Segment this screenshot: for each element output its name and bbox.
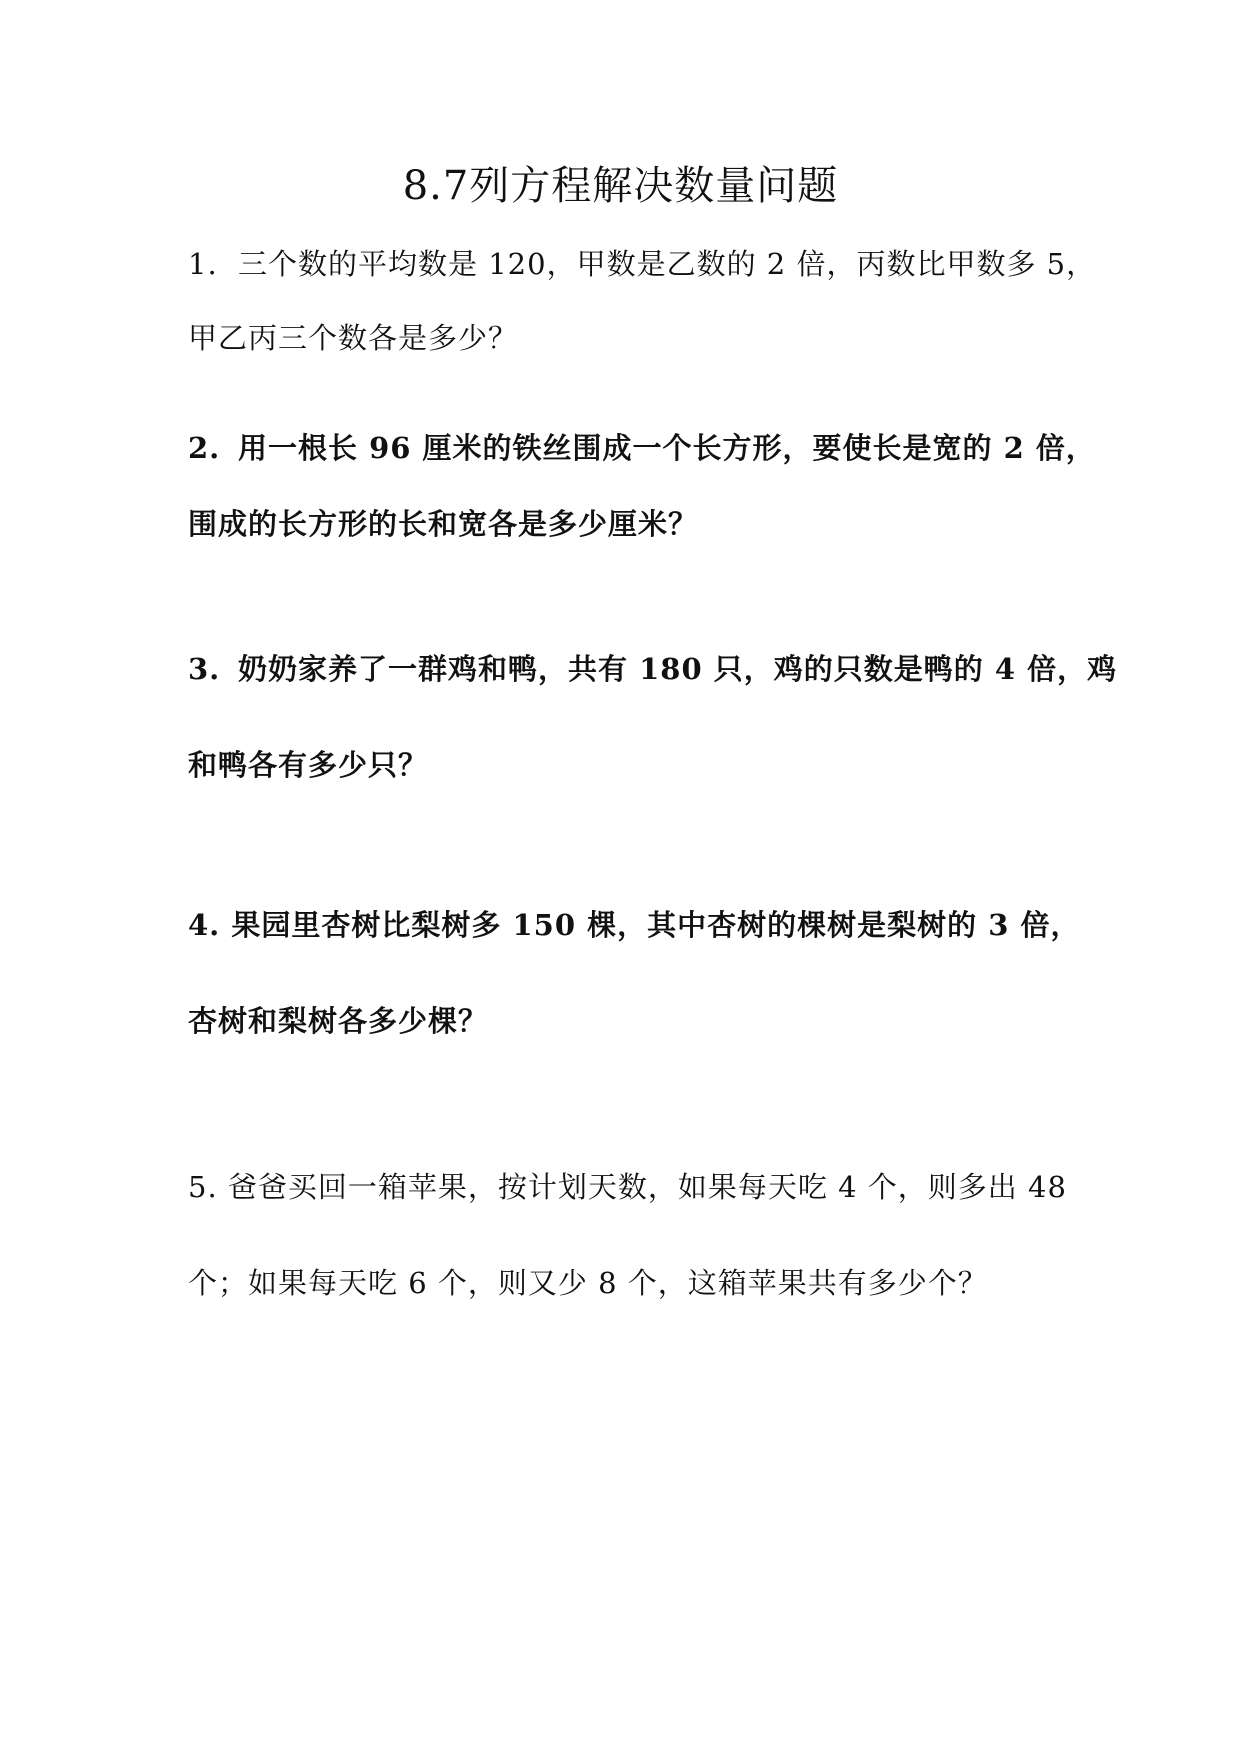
problem-2-text-1: 用一根长 96 厘米的铁丝围成一个长方形，要使长是宽的 2 倍， <box>238 431 1096 465</box>
problem-4-line-2: 杏树和梨树各多少棵？ <box>188 1004 489 1038</box>
problem-1-number: 1. <box>188 247 218 281</box>
problem-4-text-1: 果园里杏树比梨树多 150 棵，其中杏树的棵树是梨树的 3 倍， <box>231 908 1081 942</box>
problem-2-line-1 <box>188 428 1096 468</box>
problem-2-line-2: 围成的长方形的长和宽各是多少厘米？ <box>188 507 699 541</box>
problem-1-line-1 <box>188 244 1096 284</box>
problem-5-number: 5. <box>188 1170 218 1204</box>
problem-4-line-1 <box>188 905 1081 945</box>
problem-1-line-2: 甲乙丙三个数各是多少？ <box>188 321 519 355</box>
problem-3-number: 3. <box>188 652 221 686</box>
problem-5-line-1 <box>188 1167 1067 1207</box>
problem-3-line-2: 和鸭各有多少只？ <box>188 748 429 782</box>
problem-5-line-2: 个；如果每天吃 6 个，则又少 8 个，这箱苹果共有多少个？ <box>188 1266 988 1300</box>
page-title: 8.7列方程解决数量问题 <box>402 163 839 209</box>
problem-2-number: 2. <box>188 431 221 465</box>
problem-5-text-1: 爸爸买回一箱苹果，按计划天数，如果每天吃 4 个，则多出 48 <box>227 1170 1067 1204</box>
problem-3-line-1 <box>188 649 1117 689</box>
problem-3-text-1: 奶奶家养了一群鸡和鸭，共有 180 只，鸡的只数是鸭的 4 倍，鸡 <box>238 652 1118 686</box>
problem-4-number: 4. <box>188 908 221 942</box>
problem-1-text-1: 三个数的平均数是 120，甲数是乙数的 2 倍，丙数比甲数多 5， <box>238 247 1097 281</box>
